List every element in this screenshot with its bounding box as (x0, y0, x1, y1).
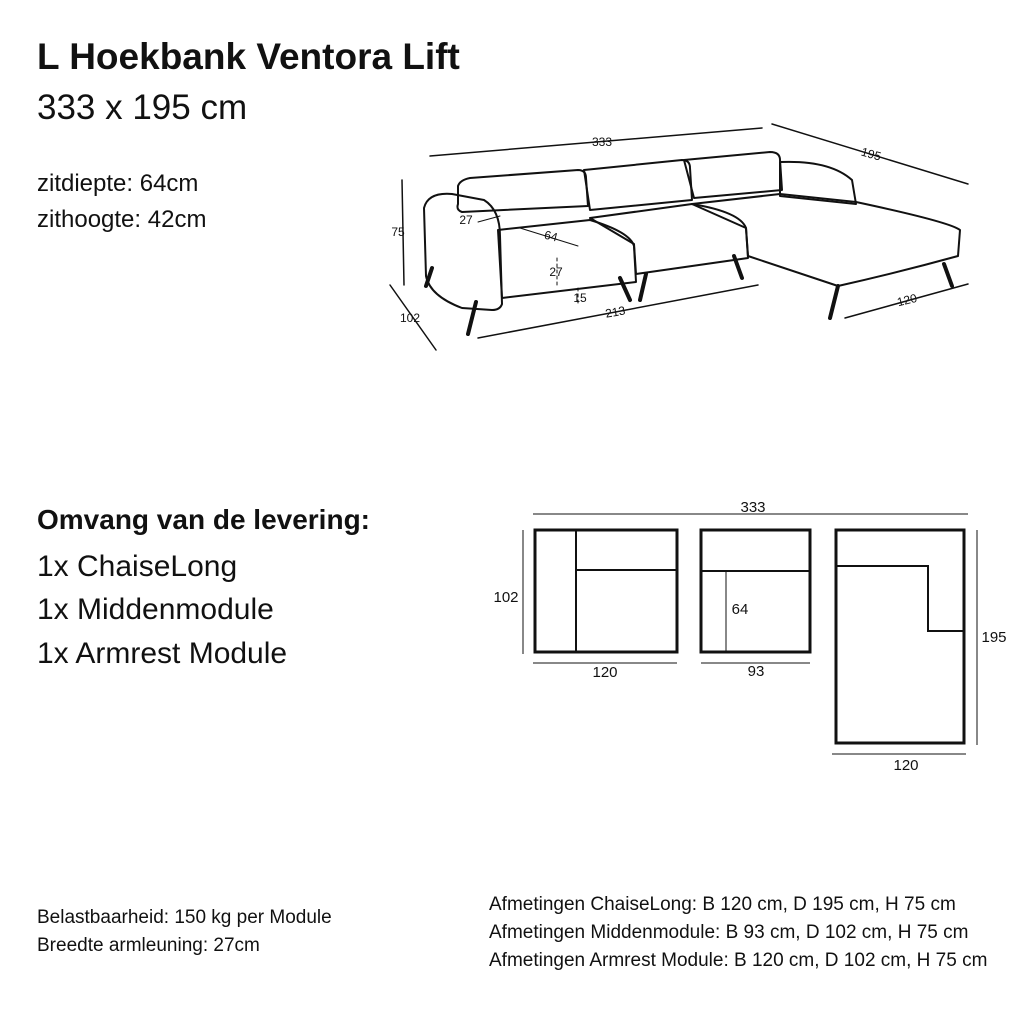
seat-depth-spec: zitdiepte: 64cm (37, 170, 199, 197)
plan-label-middle-seat: 64 (731, 601, 749, 618)
dims-chaiselong: Afmetingen ChaiseLong: B 120 cm, D 195 cm, H 75 cm (489, 894, 956, 915)
sofa-leg (944, 264, 952, 286)
delivery-heading: Omvang van de levering: (37, 504, 370, 535)
dims-middenmodule: Afmetingen Middenmodule: B 93 cm, D 102 cm, H 75 cm (489, 922, 969, 943)
plan-label-chaise-width: 120 (893, 757, 919, 774)
dim-label-width: 333 (591, 135, 613, 149)
dim-label-cushion: 27 (549, 265, 563, 279)
dim-label-seat-depth: 64 (542, 227, 560, 245)
dim-label-base: 213 (604, 303, 627, 321)
back-cushion (458, 170, 589, 212)
plan-label-armrest-width: 120 (592, 664, 618, 681)
plan-label-middle-width: 93 (747, 663, 765, 680)
sofa-leg (830, 286, 838, 318)
back-cushion (584, 160, 692, 210)
plan-armrest-module (535, 530, 677, 652)
sofa-sketch (0, 0, 1024, 400)
page-title: L Hoekbank Ventora Lift (37, 36, 460, 77)
dim-label-module-depth: 102 (399, 311, 421, 325)
armrest-width-text: Breedte armleuning: 27cm (37, 935, 260, 956)
plan-label-total-width: 333 (740, 499, 766, 516)
plan-chaiselong (836, 530, 964, 743)
delivery-item: 1x ChaiseLong (37, 550, 238, 583)
plan-label-chaise-length: 195 (981, 629, 1007, 646)
dim-label-leg: 15 (573, 291, 587, 305)
plan-middle-module (701, 530, 810, 652)
sofa-leg (640, 274, 646, 300)
delivery-item: 1x Middenmodule (37, 593, 274, 626)
dim-label-depth: 195 (859, 144, 883, 164)
plan-label-depth: 102 (493, 589, 519, 606)
dims-armrest-module: Afmetingen Armrest Module: B 120 cm, D 102 cm, H 75 cm (489, 950, 988, 971)
load-capacity-text: Belastbaarheid: 150 kg per Module (37, 907, 332, 928)
dim-label-armrest: 27 (459, 213, 473, 227)
seat-cushion (498, 220, 636, 298)
dim-label-chaise: 120 (895, 290, 919, 310)
sofa-leg (620, 278, 630, 300)
sofa-leg (468, 302, 476, 334)
module-plan (0, 490, 1024, 790)
chaise-seat (692, 194, 960, 286)
page-subtitle-size: 333 x 195 cm (37, 88, 248, 127)
dim-label-height: 75 (391, 225, 405, 239)
delivery-item: 1x Armrest Module (37, 637, 288, 670)
sofa-leg (426, 268, 432, 286)
seat-height-spec: zithoogte: 42cm (37, 206, 207, 233)
back-cushion (684, 152, 782, 198)
seat-cushion (590, 204, 748, 274)
